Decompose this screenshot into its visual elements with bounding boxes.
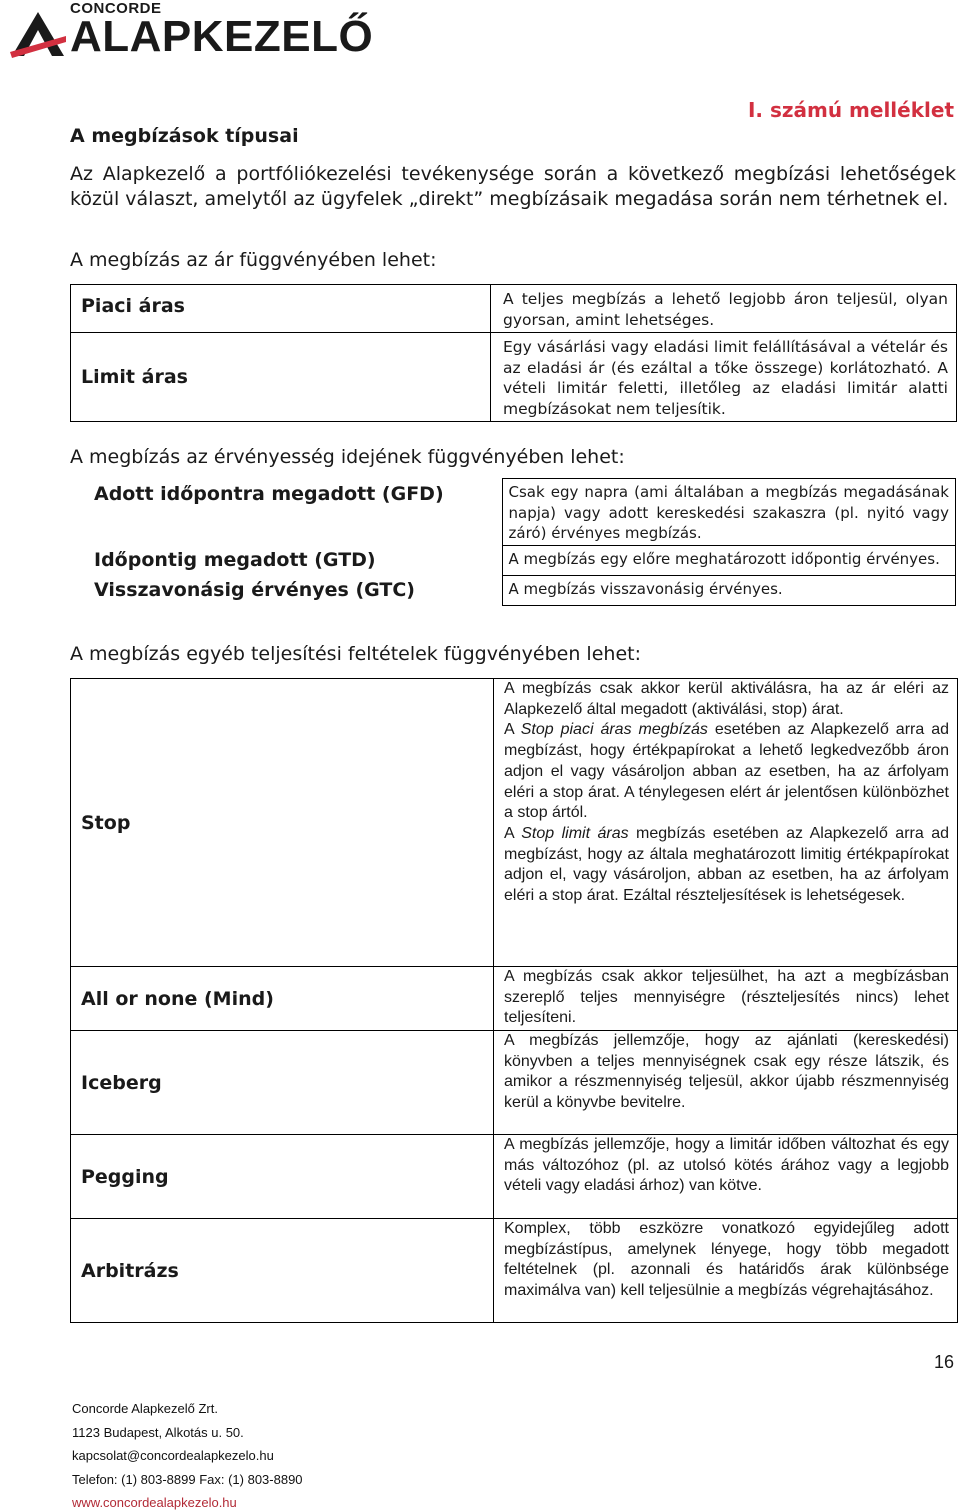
footer-email[interactable]: kapcsolat@concordealapkezelo.hu xyxy=(72,1448,274,1463)
table-row xyxy=(71,679,958,967)
row-description: A teljes megbízás a lehető legjobb áron teljesül, olyan gyorsan, amint lehetséges. xyxy=(491,285,957,333)
validity-table xyxy=(80,478,956,606)
page-title: A megbízások típusai xyxy=(70,125,299,147)
row-description: A megbízás jellemzője, hogy az ajánlati (kereskedési) könyvben a teljes mennyiségnek csak egy része látszik, és amikor a részmennyiség teljesül, akkor újabb részmennyiség kerül a könyvbe bevitelre. xyxy=(494,1031,958,1135)
footer-company: Concorde Alapkezelő Zrt. xyxy=(72,1401,218,1416)
table-row xyxy=(80,575,956,605)
price-section-heading: A megbízás az ár függvényében lehet: xyxy=(70,249,437,271)
row-description: A megbízás jellemzője, hogy a limitár időben változhat és egy más változóhoz (pl. az utolsó kötés árához vagy a legjobb vételi vagy eladási árhoz) van kötve. xyxy=(494,1135,958,1219)
row-description: A megbízás visszavonásig érvényes. xyxy=(502,575,956,605)
table-row xyxy=(80,545,956,575)
table-row xyxy=(71,1135,958,1219)
row-label: Visszavonásig érvényes (GTC) xyxy=(94,579,415,601)
emphasis-text: Stop limit áras xyxy=(521,824,629,842)
row-description: A megbízás csak akkor teljesülhet, ha azt a megbízásban szereplő teljes mennyiségre (részteljesítés nincs) lehet teljesíteni. xyxy=(494,967,958,1031)
row-label: Stop xyxy=(71,679,494,967)
stop-paragraph-2 xyxy=(504,720,949,824)
annex-label: I. számú melléklet xyxy=(747,98,954,122)
row-label: Adott időpontra megadott (GFD) xyxy=(94,482,444,505)
page-number: 16 xyxy=(933,1352,954,1372)
table-row xyxy=(80,479,956,546)
logo-text-main: ALAPKEZELŐ xyxy=(70,12,374,61)
validity-section-heading: A megbízás az érvényesség idejének függvényében lehet: xyxy=(70,446,625,468)
price-table xyxy=(70,284,957,422)
text-span: A xyxy=(504,721,521,739)
footer-phone: Telefon: (1) 803-8899 Fax: (1) 803-8890 xyxy=(72,1471,303,1487)
footer-address: 1123 Budapest, Alkotás u. 50. xyxy=(72,1424,244,1440)
row-label: Limit áras xyxy=(71,333,491,422)
logo-text-top: CONCORDE xyxy=(70,0,162,17)
text-span: A xyxy=(504,824,522,842)
other-section-heading: A megbízás egyéb teljesítési feltételek függvényében lehet: xyxy=(70,643,641,665)
row-label: Időpontig megadott (GTD) xyxy=(94,549,376,571)
conditions-table xyxy=(70,678,958,1323)
intro-paragraph: Az Alapkezelő a portfóliókezelési tevékenysége során a következő megbízási lehetőségek közül választ, amelytől az ügyfelek „direkt” megbízásaik megadása során nem térhetnek el. xyxy=(70,163,956,210)
row-label: Pegging xyxy=(71,1135,494,1219)
stop-paragraph-3 xyxy=(504,824,949,907)
row-description: A megbízás egy előre meghatározott időpontig érvényes. xyxy=(502,545,956,575)
footer xyxy=(72,1397,303,1510)
footer-website-link[interactable]: www.concordealapkezelo.hu xyxy=(72,1495,237,1510)
row-description: Egy vásárlási vagy eladási limit felállításával a vételár és az eladási ár (és ezáltal a tőke összege) korlátozható. A vételi limitár feletti, illetőleg az eladási limitár alatti megbízásokat nem teljesítik. xyxy=(491,333,957,422)
table-row xyxy=(71,1219,958,1323)
logo-triangle-icon xyxy=(8,8,68,58)
stop-paragraph-1: A megbízás csak akkor kerül aktiválásra, ha az ár eléri az Alapkezelő által megadott (aktiválási, stop) árat. xyxy=(504,680,949,718)
row-label: Iceberg xyxy=(71,1031,494,1135)
table-row xyxy=(71,333,957,422)
row-label: Piaci áras xyxy=(71,285,491,333)
company-logo xyxy=(8,0,408,62)
table-row xyxy=(71,967,958,1031)
table-row xyxy=(71,285,957,333)
text-span: esetében az Alapkezelő arra ad megbízást, hogy értékpapírokat a lehető legkedvezőbb áron adjon el vagy vásároljon abban az esetben, ha az árfolyam eléri a stop árat. A ténylegesen elért ár jelentősen különbözhet a stop ártól. xyxy=(504,721,949,822)
emphasis-text: Stop piaci áras megbízás xyxy=(520,721,708,739)
row-description: Csak egy napra (ami általában a megbízás megadásának napja) vagy adott kereskedési szakaszra (pl. nyitó vagy záró) érvényes megbízás. xyxy=(502,479,956,546)
row-description: Komplex, több eszközre vonatkozó egyidejűleg adott megbízástípus, amelynek lényege, hogy több megadott feltételnek (pl. azonnali és határidős árak különbsége maximálva van) kell teljesülnie a megbízás végrehajtásához. xyxy=(494,1219,958,1323)
row-label: Arbitrázs xyxy=(71,1219,494,1323)
text-span: megbízás esetében az Alapkezelő arra ad megbízást, hogy az általa meghatározott limitig értékpapírokat adjon el, vagy vásároljon, abban az esetben, ha az árfolyam eléri a stop árat. Ezáltal részteljesítések is lehetségesek. xyxy=(504,824,950,905)
row-label: All or none (Mind) xyxy=(71,967,494,1031)
table-row xyxy=(71,1031,958,1135)
row-description xyxy=(494,679,958,967)
